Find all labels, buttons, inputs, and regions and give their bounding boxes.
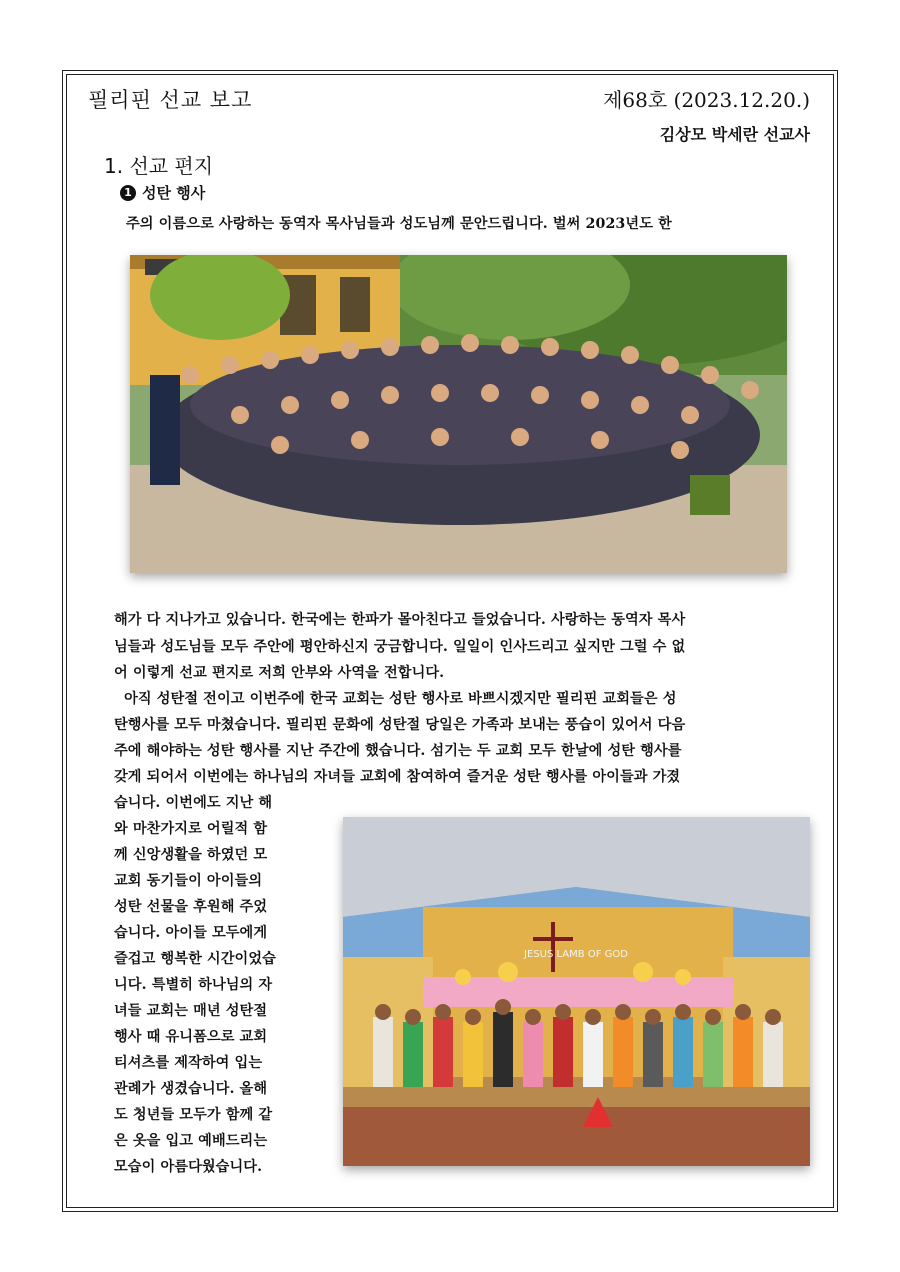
side-text-line: 께 신앙생활을 하였던 모 (114, 847, 268, 863)
side-text-line: 습니다. 아이들 모두에게 (114, 925, 268, 941)
number-bullet-icon: 1 (120, 185, 136, 201)
side-text-line: 교회 동기들이 아이들의 (114, 873, 263, 889)
issue-number-date: 제68호 (2023.12.20.) (603, 88, 810, 112)
group-photo-outdoor (130, 255, 787, 573)
side-text-line: 니다. 특별히 하나님의 자 (114, 977, 273, 993)
side-text-line: 와 마찬가지로 어릴적 함 (114, 821, 268, 837)
paragraph-line: 어 이렇게 선교 편지로 저희 안부와 사역을 전합니다. (114, 665, 445, 681)
paragraph-line: 탄행사를 모두 마쳤습니다. 필리핀 문화에 성탄절 당일은 가족과 보내는 풍습이 있어서 다음 (114, 717, 686, 733)
subsection-heading (120, 182, 205, 203)
newsletter-title: 필리핀 선교 보고 (88, 88, 253, 112)
church-banner-text: JESUS LAMB OF GOD (524, 949, 628, 960)
side-text-line: 티셔츠를 제작하여 입는 (114, 1055, 263, 1071)
side-text-line: 은 옷을 입고 예배드리는 (114, 1133, 268, 1149)
section-title: 1. 선교 편지 (104, 154, 214, 178)
side-text-line: 행사 때 유니폼으로 교회 (114, 1029, 268, 1045)
paragraph-line: 주에 해야하는 성탄 행사를 지난 주간에 했습니다. 섬기는 두 교회 모두 한날에 성탄 행사를 (114, 743, 682, 759)
church-interior-photo (343, 817, 810, 1166)
paragraph-line: 갖게 되어서 이번에는 하나님의 자녀들 교회에 참여하여 즐거운 성탄 행사를 아이들과 가졌 (114, 769, 681, 785)
side-text-line: 습니다. 이번에도 지난 해 (114, 795, 273, 811)
side-text-line: 도 청년들 모두가 함께 같 (114, 1107, 273, 1123)
side-text-line: 성탄 선물을 후원해 주었 (114, 899, 268, 915)
side-text-line: 관례가 생겼습니다. 올해 (114, 1081, 268, 1097)
paragraph-line: 해가 다 지나가고 있습니다. 한국에는 한파가 몰아친다고 들었습니다. 사랑하는 동역자 목사 (114, 612, 686, 628)
missionary-names: 김상모 박세란 선교사 (659, 125, 810, 144)
side-text-line: 녀들 교회는 매년 성탄절 (114, 1003, 268, 1019)
side-text-line: 즐겁고 행복한 시간이었습 (114, 951, 276, 967)
paragraph-line: 아직 성탄절 전이고 이번주에 한국 교회는 성탄 행사로 바쁘시겠지만 필리핀 교회들은 성 (114, 691, 677, 707)
paragraph-line: 님들과 성도님들 모두 주안에 평안하신지 궁금합니다. 일일이 인사드리고 싶지만 그럴 수 없 (114, 639, 686, 655)
side-text-line: 모습이 아름다웠습니다. (114, 1159, 263, 1175)
paragraph-line: 주의 이름으로 사랑하는 동역자 목사님들과 성도님께 문안드립니다. 벌써 2023년도 한 (126, 216, 672, 232)
subsection-title: 성탄 행사 (142, 184, 206, 202)
